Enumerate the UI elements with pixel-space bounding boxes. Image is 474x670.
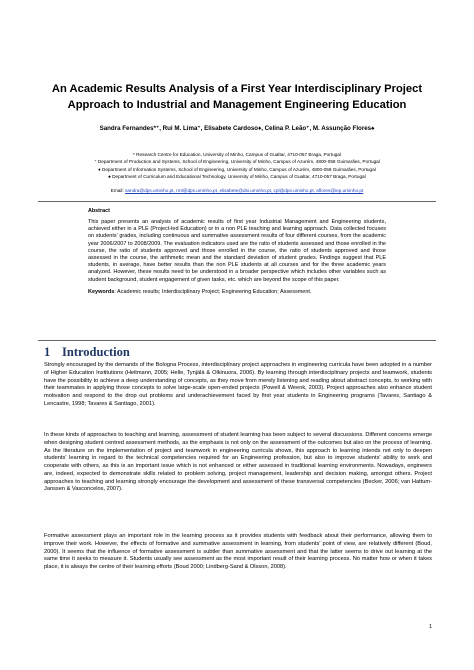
affiliation-1: * Research Centre for Education, University of Minho, Campus of Gualtar, 4710-057 Braga, Portugal: [133, 152, 341, 157]
section-title: Introduction: [62, 345, 130, 359]
keywords-text: : Academic results; Interdisciplinary Project; Engineering Education; Assessment.: [114, 288, 312, 295]
abstract-text: This paper presents an analysis of academic results of first year Industrial Management and Engineering students, achieved either in a PLE (Project-led Education) or in a non PLE teaching and learning approach. Data collected focuses on students' grades, including continuous and summative assessment results of four different courses, from the academic year 2006/2007 to 2008/2009. The evaluation indicators used are the ratio of students assessed and those enrolled in the course, the ratio of students approved and those enrolled in the course, the ratio of students approved and those assessed in the course, the arithmetic mean and the standard deviation of student grades. Findings suggest that PLE students, in average, have better results than the non PLE students at all courses and for the three academic years analyzed. However, these results need to be understood in a broader perspective which includes other variables such as student background, student engagement of given tasks, etc. which are beyond the scope of this paper.: [88, 219, 386, 283]
email-label: Email:: [110, 188, 126, 193]
abstract-bottom-rule: [38, 340, 436, 341]
page-number: 1: [428, 624, 432, 630]
paragraph-2: In these kinds of approaches to teaching and learning, assessment of student learning has been subject to several discussions. Different concerns emerge when designing student centred assessment methods, as the emphasis is not only on the assessment of the outcomes but also on the process of learning. As the literature on the implementation of project and teamwork in engineering curricula shows, this approach to learning intends not only to deepen students' learning in regard to the technical competencies required for an Engineering profession, but also to improve students' ability to work and cooperate with others, as this is an important issue which is not enhanced or either assessed in traditional learning environments. Nowadays, engineers are, indeed, expected to demonstrate skills related to problem solving, project management, leadership and decision making, amongst others. Project approaches to teaching and learning strongly encourage the development and assessment of these transversal competencies (Becker, 2006; van Hattum-Janssen & Vasconcelos, 2007).: [44, 432, 432, 493]
title-line-2: Approach to Industrial and Management Engineering Education: [67, 98, 407, 111]
author-list: Sandra Fernandes*⁺, Rui M. Lima⁺, Elisabete Cardoso♦, Celina P. Leão⁺, M. Assunção Flores♠: [99, 125, 375, 132]
keywords-label: Keywords: [88, 288, 115, 295]
affiliation-2: ⁺ Department of Production and Systems, School of Engineering, University of Minho, Campus of Azurém, 4800-058 Guimarães, Portugal: [94, 159, 380, 165]
affiliation-4: ♠ Department of Curriculum and Educational Technology, University of Minho, Campus of Gualtar, 4710-057 Braga, Portugal: [108, 173, 366, 179]
title-line-1: An Academic Results Analysis of a First Year Interdisciplinary Project: [51, 83, 423, 95]
abstract-block: [88, 208, 386, 296]
email-line: [40, 188, 434, 193]
keywords-line: [88, 289, 386, 296]
abstract-heading: Abstract: [88, 208, 110, 214]
section-heading: [44, 345, 130, 360]
email-links[interactable]: sandra@dps.uminho.pt, rml@dps.uminho.pt, elisabete@dsi.uminho.pt, cpl@dps.uminho.pt, aflores@iep.uminho.pt: [125, 188, 364, 193]
affiliations: [40, 151, 434, 180]
section-number: 1: [44, 345, 51, 359]
abstract-top-rule: [38, 201, 436, 202]
paragraph-3: Formative assessment plays an important role in the learning process as it provides students with feedback about their performance, allowing them to improve their work. However, the effects of formative and summative assessment in learning, from students' point of view, are relatively different (Boud, 2000). It seems that the influence of formative assessment is subtler than summative assessment and that the latter seems to drive out learning at the same time it seeks to measure it. Students usually see assessment as the most important result of their learning process. No matter how or when it takes place, it is always the centre of their learning efforts (Boud 2000; Lindberg-Sand & Olsson, 2008).: [44, 533, 432, 570]
paragraph-1: Strongly encouraged by the demands of the Bologna Process, interdisciplinary project approaches in engineering curricula have been adopted in a number of Higher Education Institutions (Heitmann, 2005; Helle, Tynjälä & Olkinuora, 2006). By learning through interdisciplinary projects and teamwork, students have the possibility to achieve a deep understanding of concepts, as they move from merely listening and reading about abstract concepts, to working with their teammates in applying those concepts to solve large-scale open-ended projects (Powell & Weenk, 2003). Project approaches also enhance student motivation and respond to the drop out problems and underachievement faced by first year students in Engineering programs (Tavares, Santiago & Lencastre, 1998; Tavares & Santiago, 2001).: [44, 362, 432, 407]
paper-title: [40, 82, 434, 113]
affiliation-3: ♦ Department of Information Systems, School of Engineering, University of Minho, Campus of Azurém, 4800-058 Guimarães, Portugal: [98, 166, 376, 172]
